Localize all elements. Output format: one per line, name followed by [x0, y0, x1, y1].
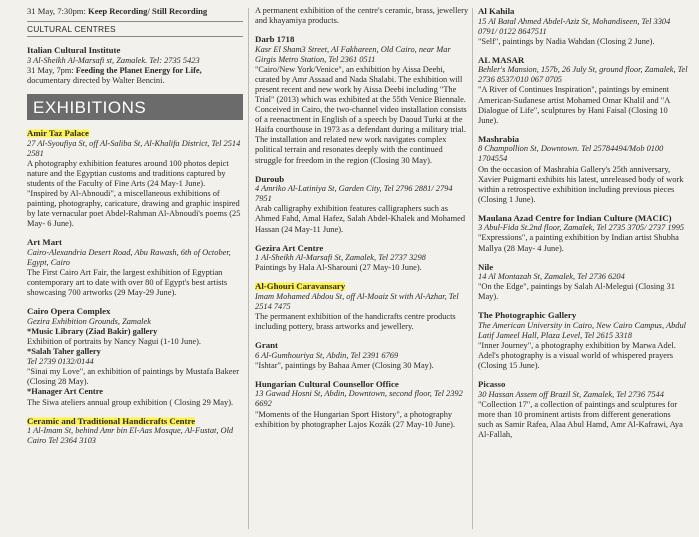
listing-darb-1718	[255, 34, 469, 165]
sub-venue: *Hanager Art Centre	[27, 387, 103, 397]
listing-duroub	[255, 174, 469, 235]
venue-name: Gezira Art Centre	[255, 242, 324, 253]
venue-address: 3 Abul-Fida St.2nd floor, Zamalek, Tel 2735 3705/ 2737 1995	[478, 223, 685, 233]
venue-name-highlighted: Al-Ghouri Caravansary	[255, 281, 346, 292]
venue-name: Hungarian Cultural Counsellor Office	[255, 378, 399, 389]
venue-address: 4 Amriko Al-Latiniya St, Garden City, Tel 2796 2881/ 2794 7951	[255, 184, 453, 204]
top-event-date: 31 May, 7:30pm:	[27, 6, 86, 16]
venue-address: Imam Mohamed Abdou St, off Al-Moaiz St with Al-Azhar, Tel 2514 7475	[255, 291, 459, 311]
sub-venue: *Salah Taher gallery	[27, 347, 101, 357]
column-2	[255, 6, 469, 438]
venue-address: Tel 2739 0132/0144	[27, 357, 94, 367]
venue-address: 6 Al-Gumhouriya St, Abdin, Tel 2391 6769	[255, 350, 399, 360]
venue-name: Art Mart	[27, 237, 62, 248]
venue-address: The American University in Cairo, New Cairo Campus, Abdul Latif Jameel Hall, Plaza Level, Tel 2615 3318	[478, 320, 686, 340]
venue-address: 15 Al Batal Ahmed Abdel-Aziz St, Mohandiseen, Tel 3304 0791/ 0122 8647511	[478, 16, 671, 36]
venue-name: Mashrabia	[478, 133, 520, 144]
venue-name: The Photographic Gallery	[478, 310, 577, 321]
event-description: Exhibition of portraits by Nancy Nagui (1-10 June).	[27, 337, 201, 347]
listing-cairo-opera	[27, 306, 243, 407]
event-description: The First Cairo Art Fair, the largest exhibition of Egyptian contemporary art to date with over 80 of Egypt's best artists showcasing 700 artworks (29 May-29 June).	[27, 268, 228, 298]
event-description: A photography exhibition features around 100 photos depict nature and the Egyptian customs and traditions captured by students of the Faculty of Fine Arts (24 May-1 June).	[27, 158, 229, 189]
venue-address: 13 Gawad Hosni St, Abdin, Downtown, second floor, Tel 2392 6692	[255, 389, 463, 409]
venue-address: Gezira Exhibition Grounds, Zamalek	[27, 316, 151, 326]
listing-al-kahila	[478, 6, 688, 47]
event-description: "Collection 17", a collection of paintings and sculptures for more than 10 prominent artists from different generations such as Samir Rafea, Alaa Abul Hamd, Amr Al-Kafrawi, Aya Al-Fallah,	[478, 399, 683, 440]
venue-name: AL MASAR	[478, 54, 525, 65]
event-date: 31 May, 7pm:	[27, 66, 74, 76]
event-description: Paintings by Hala Al-Sharouni (27 May-10 June).	[255, 263, 422, 273]
venue-address: 30 Hassan Assem off Brazil St, Zamalek, Tel 2736 7544	[478, 389, 664, 399]
event-description: "Expressions", a painting exhibition by Indian artist Shubha Mallya (28 May- 4 June).	[478, 233, 679, 253]
cultural-centres-label: CULTURAL CENTRES	[27, 21, 243, 37]
event-detail: documentary directed by Walter Bencini.	[27, 76, 165, 86]
event-title: Feeding the Planet Energy for Life,	[75, 66, 202, 76]
column-divider-2	[472, 8, 473, 529]
listing-gezira-art-centre	[255, 243, 469, 274]
venue-address: 1 Al-Imam St, behind Amr bin El-Aas Mosque, Al-Fustat, Old Cairo Tel 2364 3103	[27, 426, 234, 446]
event-description: "Self", paintings by Nadia Wahdan (Closing 2 June).	[478, 36, 655, 46]
venue-name-highlighted: Ceramic and Traditional Handicrafts Centre	[27, 415, 196, 426]
event-description: The Siwa ateliers annual group exhibition ( Closing 29 May).	[27, 397, 234, 407]
exhibitions-banner: EXHIBITIONS	[27, 94, 243, 120]
venue-address: Behler's Mansion, 157b, 26 July St, ground floor, Zamalek, Tel 2736 8537/010 067 0705	[478, 65, 688, 85]
venue-address: Cairo-Alexandria Desert Road, Abu Rawash, 6th of October, Egypt, Cairo	[27, 247, 231, 268]
venue-name-highlighted: Amir Taz Palace	[27, 128, 89, 139]
listing-maulana-azad	[478, 213, 688, 254]
listing-amir-taz-palace	[27, 128, 243, 229]
venue-name: Nile	[478, 261, 494, 272]
listing-picasso	[478, 379, 688, 440]
venue-name: Cairo Opera Complex	[27, 306, 111, 317]
column-3	[478, 6, 688, 448]
event-description: "Inner Journey", a photography exhibition by Marwa Adel. Adel's photography is a visual world of whispered prayers (Closing 15 June).	[478, 341, 676, 371]
event-description: "Sinai my Love", an exhibition of paintings by Mustafa Bakeer (Closing 28 May).	[27, 367, 239, 387]
venue-address: Kasr El Sham3 Street, Al Fakhareen, Old Cairo, near Mar Girgis Metro Station, Tel 2361 0511	[255, 44, 451, 64]
top-event-title: Keep Recording/ Still Recording	[88, 6, 208, 16]
column-divider-1	[248, 8, 249, 529]
event-description	[27, 66, 243, 86]
listing-italian-institute	[27, 45, 243, 86]
listing-grant	[255, 340, 469, 371]
listing-nile	[478, 262, 688, 303]
event-description: "A River of Continues Inspiration", paintings by eminent American-Sudanese artist Mohamed Omar Khalil and "A Dialogue of Life", sculptures by Hani Faisal (Closing 10 June).	[478, 85, 670, 125]
listing-hungarian	[255, 379, 469, 430]
venue-address: 8 Champollion St, Downtown. Tel 25784494/Mob 0100 1704554	[478, 144, 664, 164]
venue-name: Duroub	[255, 173, 285, 184]
event-description: The permanent exhibition of the handicrafts centre products including pottery, brass artworks and jewellery.	[255, 311, 456, 332]
venue-address: 3 Al-Sheikh Al-Marsafi st, Zamalek. Tel: 2735 5423	[27, 55, 200, 65]
listing-ceramic-centre	[27, 416, 243, 447]
event-description: "Cairo/New York/Venice", an exhibition by Aissa Deebi, curated by Amr Assaad and Nada Shalabi. The exhibition will present recent and new work by Aissa Deebi including "The Trial" (2013) which was exhibited at the 55th Venice Biennale. Conceived in Cairo, the two-channel video installation consists of a reenactment in English of a speech by Daoud Turki at the Haifa courthouse in 1973 as a defendant during a military trial. The installation and related new work navigates complex political terrain and resonates deeply with the continued struggle for freedom in the region (Closing 30 May).	[255, 64, 467, 165]
listing-photographic-gallery	[478, 310, 688, 371]
venue-name: Al Kahila	[478, 6, 515, 16]
listing-al-masar	[478, 55, 688, 126]
column-1	[27, 6, 243, 454]
event-description: "Moments of the Hungarian Sport History", a photography exhibition by photographer Lajos Kozák (27 May-10 June).	[255, 409, 456, 429]
listing-art-mart	[27, 237, 243, 298]
event-description: On the occasion of Mashrabia Gallery's 25th anniversary, Xavier Puigmarti exhibits his latest, unreleased body of work within a retrospective exhibition including previous pieces (Closing 1 June).	[478, 164, 684, 204]
venue-address: 27 Al-Syoufiya St, off Al-Saliba St, Al-Khalifa District, Tel 2514 2581	[27, 138, 241, 158]
venue-address: 1 Al-Sheikh Al-Marsafi St, Zamalek, Tel 2737 3298	[255, 253, 426, 263]
sub-venue: *Music Library (Ziad Bakir) gallery	[27, 326, 158, 336]
event-description: A permanent exhibition of the centre's ceramic, brass, jewellery and khayamiya products.	[255, 6, 469, 26]
venue-name: Grant	[255, 340, 278, 351]
event-description: "On the Edge", paintings by Salah Al-Melegui (Closing 31 May).	[478, 282, 675, 302]
event-description: "Inspired by Al-Abnoudi", a miscellaneous exhibitions of painting, photography, caricature, drawing and graphic inspired by late vernacular poet Abdel-Rahman Al-Abnoudi's poems (25 May- 6 June).	[27, 189, 241, 229]
venue-address: 14 Al Montazah St, Zamalek, Tel 2736 6204	[478, 272, 625, 282]
venue-name: Darb 1718	[255, 34, 295, 45]
event-description: Arab calligraphy exhibition features calligraphers such as Ahmed Fahd, Amal Hafez, Salah Abdel-Khalek and Mohamed Hassan (24 May-11 June).	[255, 204, 466, 234]
venue-name: Picasso	[478, 379, 506, 390]
venue-name: Italian Cultural Institute	[27, 45, 121, 56]
top-event-line	[27, 6, 243, 16]
listing-al-ghouri	[255, 281, 469, 332]
event-description: "Ishtar", paintings by Bahaa Amer (Closing 30 May).	[255, 360, 434, 370]
venue-name: Maulana Azad Centre for Indian Culture (MACIC)	[478, 212, 672, 223]
listing-ceramic-continued	[255, 6, 469, 26]
listing-mashrabia	[478, 134, 688, 205]
